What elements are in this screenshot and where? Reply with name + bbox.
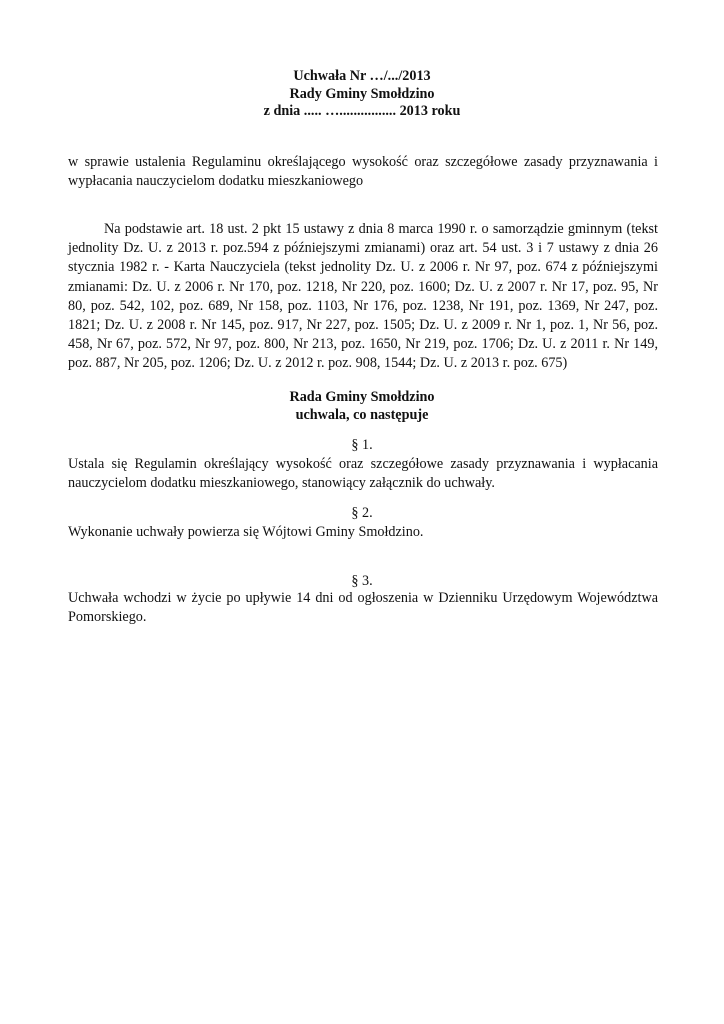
council-resolves [0, 388, 724, 424]
paragraph-1-text: Ustala się Regulamin określający wysokość oraz szczegółowe zasady przyznawania i wypłacania nauczycielom dodatku mieszkaniowego, stanowiący załącznik do uchwały. [68, 456, 658, 491]
paragraph-3-text: Uchwała wchodzi w życie po upływie 14 dni od ogłoszenia w Dzienniku Urzędowym Województwa Pomorskiego. [68, 590, 658, 625]
paragraph-1-title: § 1. [351, 437, 373, 453]
council-name: Rady Gminy Smołdzino [289, 85, 435, 102]
resolution-number: Uchwała Nr …/.../2013 [293, 68, 431, 84]
resolution-date: z dnia ..... …................ 2013 roku [263, 103, 461, 120]
legal-basis: Na podstawie art. 18 ust. 2 pkt 15 ustawy z dnia 8 marca 1990 r. o samorządzie gminnym (tekst jednolity Dz. U. z 2013 r. poz.594 z późniejszymi zmianami) oraz art. 54 ust. 3 i 7 ustawy z dnia 26 stycznia 1982 r. - Karta Nauczyciela (tekst jednolity Dz. U. z 2006 r. Nr 97, poz. 674 z późniejszymi zmianami: Dz. U. z 2006 r. Nr 170, poz. 1218, Nr 220, poz. 1600; Dz. U. z 2007 r. Nr 17, poz. 95, Nr 80, poz. 542, 102, poz. 689, Nr 158, poz. 1103, Nr 176, poz. 1238, Nr 191, poz. 1369, Nr 247, poz. 1821; Dz. U. z 2008 r. Nr 145, poz. 917, Nr 227, poz. 1505; Dz. U. z 2009 r. Nr 1, poz. 1, Nr 56, poz. 458, Nr 67, poz. 572, Nr 97, poz. 800, Nr 213, poz. 1650, Nr 219, poz. 1706; Dz. U. z 2011 r. Nr 149, poz. 887, Nr 205, poz. 1206; Dz. U. z 2012 r. poz. 908, 1544; Dz. U. z 2013 r. poz. 675) [68, 221, 658, 372]
resolution-header [0, 68, 724, 121]
paragraph-2-text: Wykonanie uchwały powierza się Wójtowi Gminy Smołdzino. [68, 524, 424, 540]
paragraph-2-title: § 2. [351, 505, 373, 521]
council-resolves-phrase: uchwala, co następuje [295, 407, 429, 423]
council-resolves-name: Rada Gminy Smołdzino [289, 389, 435, 405]
paragraph-3-title: § 3. [351, 573, 373, 589]
resolution-subject: w sprawie ustalenia Regulaminu określającego wysokość oraz szczegółowe zasady przyznawania i wypłacania nauczycielom dodatku mieszkaniowego [68, 154, 658, 190]
